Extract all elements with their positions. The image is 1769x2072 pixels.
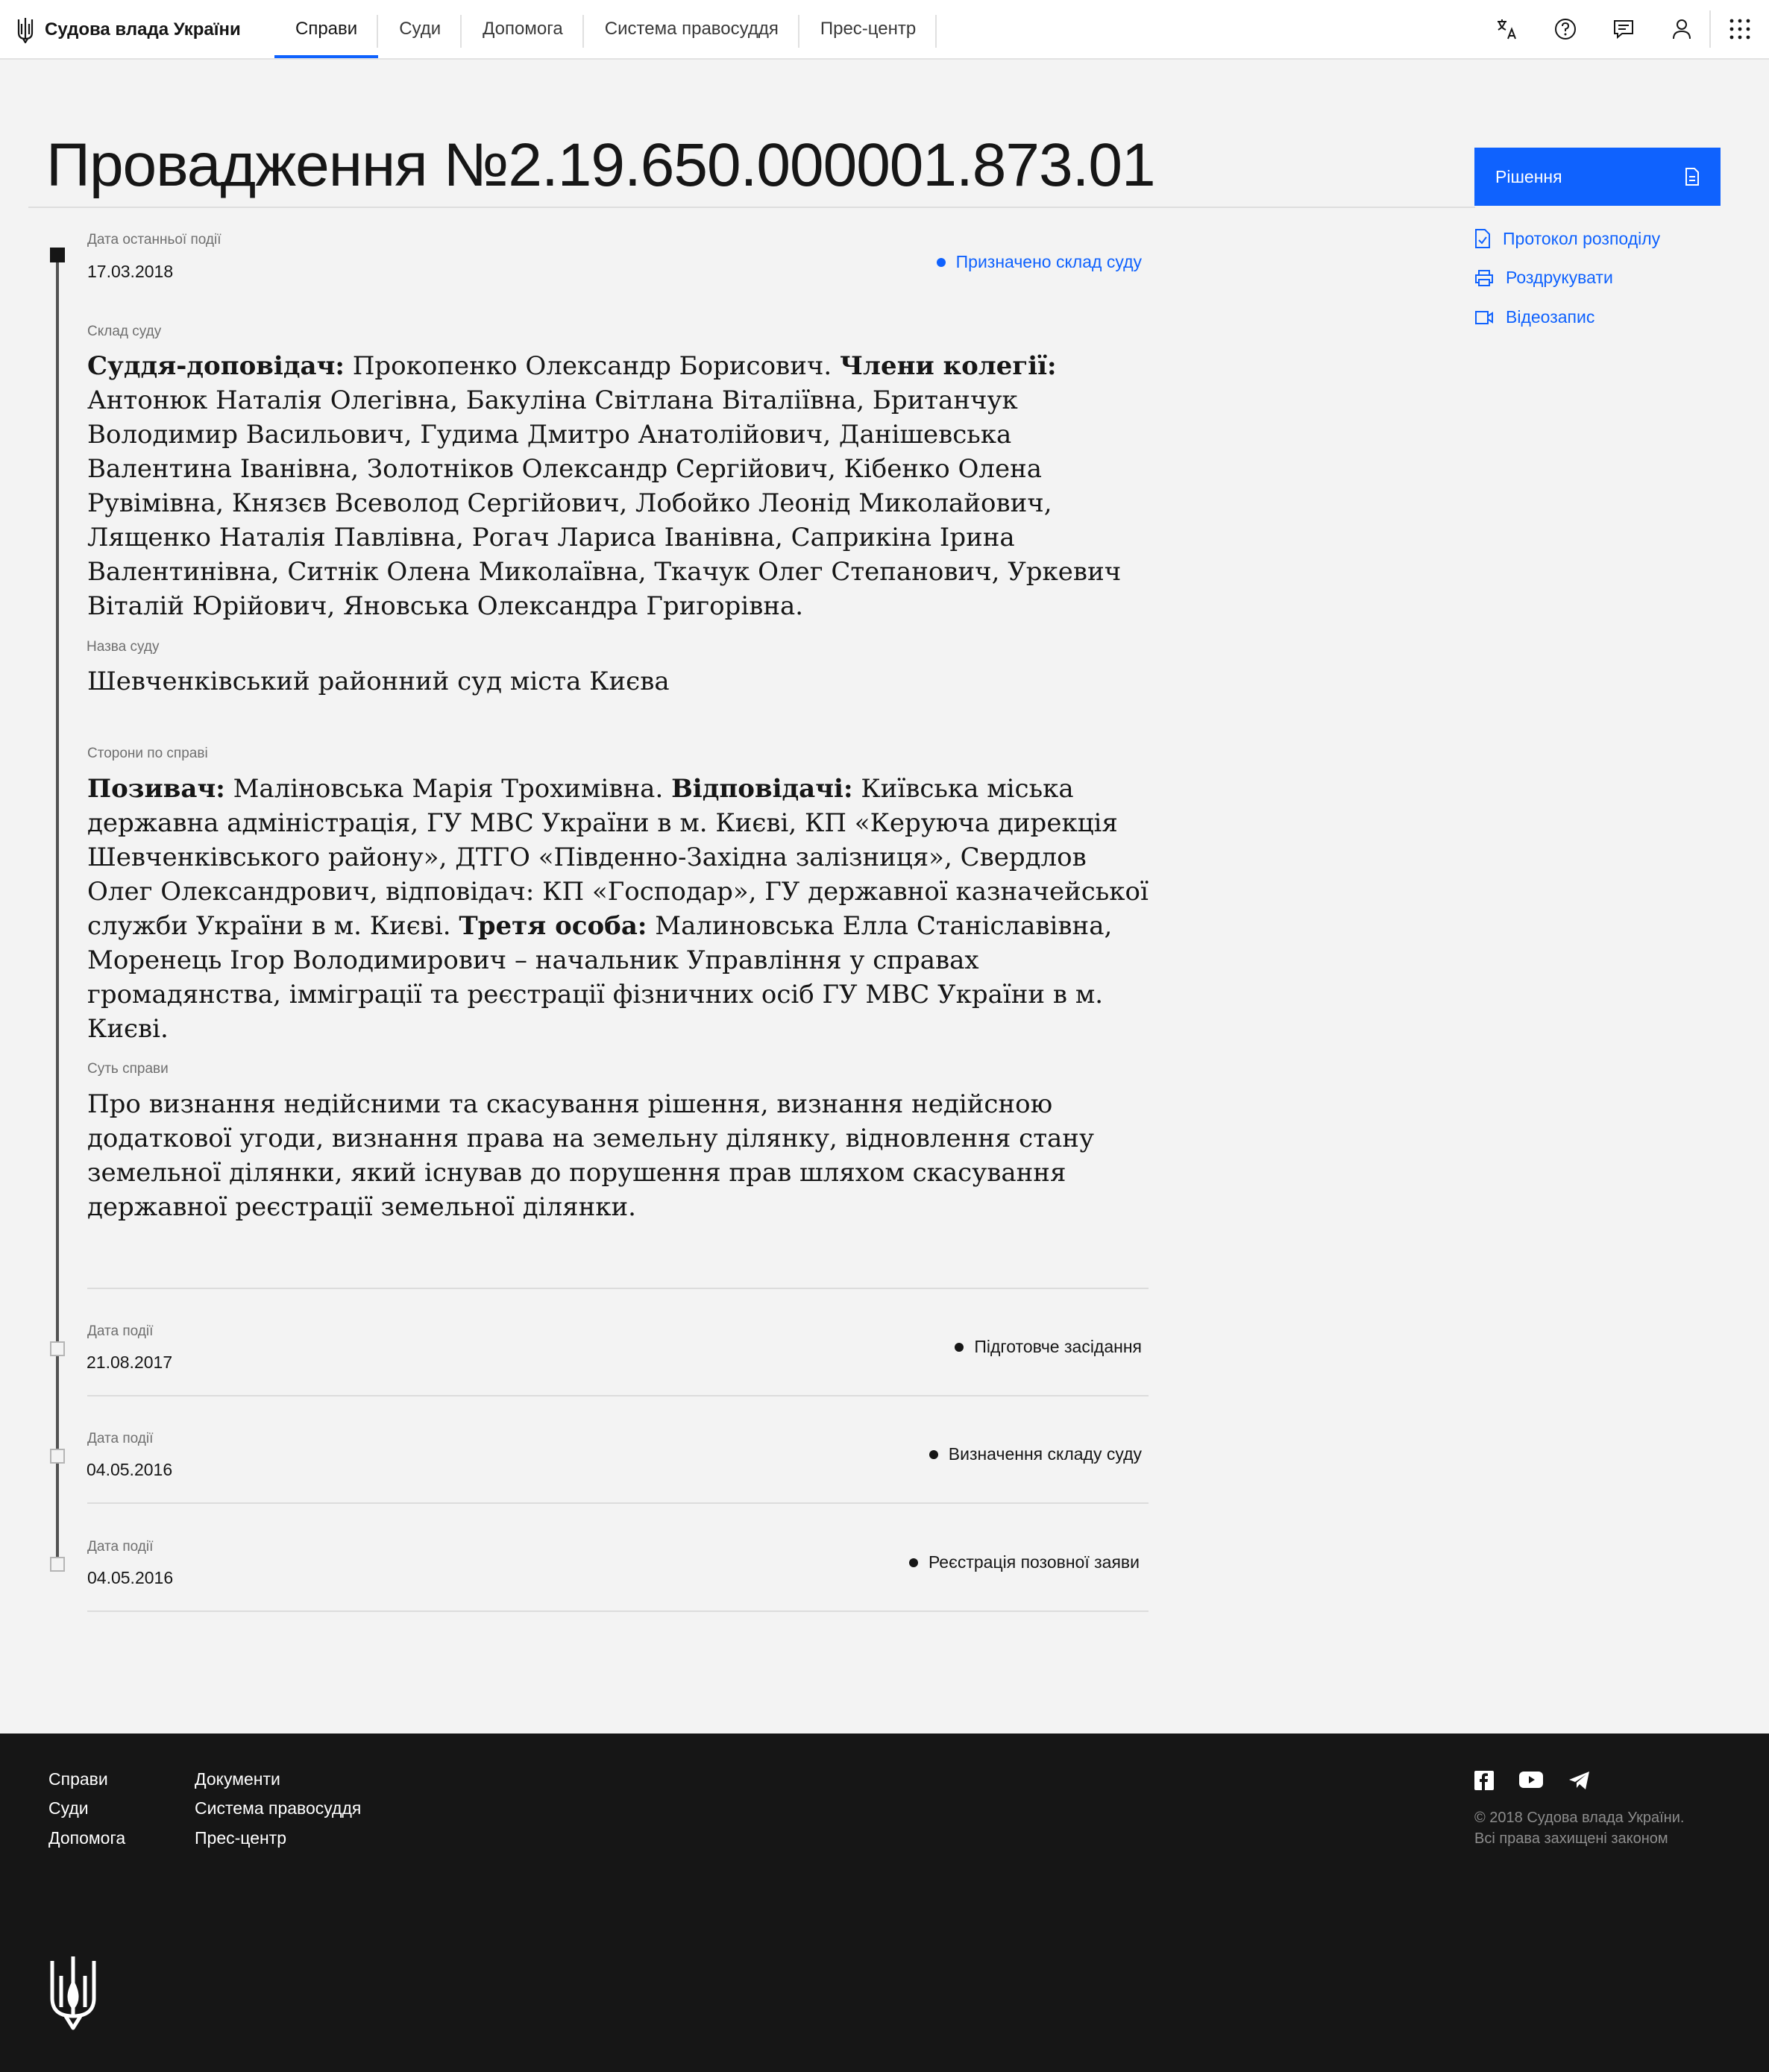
court-name-label: Назва суду (87, 639, 160, 655)
status-dot-icon (955, 1343, 964, 1352)
protocol-link[interactable] (1474, 228, 1660, 249)
members-title: Члени колегії: (839, 351, 1057, 381)
nav-item-press-center[interactable]: Прес-центр (799, 0, 937, 58)
parties-label: Сторони по справі (87, 746, 208, 761)
event-date: 04.05.2016 (87, 1568, 174, 1587)
essence-label: Суть справи (87, 1061, 169, 1077)
chat-icon (1612, 17, 1636, 41)
defendants-names: Київська міська державна адміністрація, ГУ МВС України в м. Києві, КП «Керуюча дирекція Шевченківського району», ДТГО «Південно-Західна залізниця», Свердлов Олег Олександрович, відповідач: КП «Господар», ГУ державної казначейської служби України в м. Києві. (87, 774, 1149, 941)
chat-button[interactable] (1594, 0, 1653, 58)
nav-item-justice-system[interactable]: Система правосуддя (584, 0, 799, 58)
copyright-line-1: © 2018 Судова влада України. (1474, 1810, 1685, 1826)
timeline-node (50, 1449, 65, 1464)
app-switcher-icon (1729, 18, 1751, 40)
decision-button-label: Рішення (1495, 166, 1562, 186)
copyright (1474, 1807, 1684, 1849)
plaintiff-name: Маліновська Марія Трохимівна. (233, 774, 664, 804)
event-date-label: Дата події (87, 1431, 154, 1446)
event-status-label: Визначення складу суду (948, 1444, 1142, 1464)
latest-event-status-label: Призначено склад суду (955, 252, 1142, 271)
latest-event-status[interactable] (937, 252, 1142, 272)
page-title: Провадження №2.19.650.000001.873.01 (46, 130, 1155, 199)
brand[interactable] (16, 15, 241, 45)
judge-name: Прокопенко Олександр Борисович. (352, 351, 832, 381)
nav-item-courts[interactable]: Суди (378, 0, 462, 58)
footer-link-documents[interactable]: Документи (195, 1769, 280, 1789)
status-dot-icon (929, 1450, 938, 1459)
footer-link-courts[interactable]: Суди (48, 1798, 89, 1818)
main-nav (274, 0, 937, 58)
telegram-icon[interactable] (1568, 1771, 1591, 1790)
youtube-icon[interactable] (1519, 1771, 1543, 1789)
printer-icon (1474, 269, 1494, 287)
video-link-label: Відеозапис (1506, 307, 1595, 327)
app-switcher-button[interactable] (1711, 0, 1769, 58)
events-divider (87, 1288, 1149, 1289)
third-party-title: Третя особа: (459, 911, 647, 941)
print-link[interactable] (1474, 268, 1613, 288)
event-status[interactable] (929, 1444, 1142, 1464)
document-icon (1685, 167, 1700, 186)
video-link[interactable] (1474, 307, 1594, 327)
footer-link-press-center[interactable]: Прес-центр (195, 1828, 287, 1848)
title-divider (28, 207, 1475, 208)
user-button[interactable] (1653, 0, 1711, 58)
translate-icon (1495, 17, 1519, 41)
event-divider (87, 1610, 1149, 1612)
nav-item-cases[interactable]: Справи (274, 0, 378, 58)
event-status[interactable] (909, 1552, 1140, 1572)
plaintiff-title: Позивач: (87, 774, 225, 804)
header-tools (1478, 0, 1769, 58)
print-link-label: Роздрукувати (1506, 268, 1613, 287)
parties-text (87, 772, 1154, 1046)
decision-button[interactable] (1474, 148, 1721, 206)
court-panel-text (87, 349, 1154, 623)
facebook-icon[interactable] (1474, 1771, 1494, 1790)
third-party-names: Малиновська Елла Станіславівна, Моренець Ігор Володимирович – начальник Управління у справах громадянства, імміграції та реєстрації фізничних осіб ГУ МВС України в м. Києві. (87, 911, 1113, 1044)
footer-link-justice-system[interactable]: Система правосуддя (195, 1798, 362, 1818)
essence-text: Про визнання недійсними та скасування рішення, визнання недійсною додаткової угоди, визнання права на земельну ділянку, відновлення стану земельної ділянки, який існував до порушення прав шляхом скасування державної реєстрації земельної ділянки. (87, 1089, 1094, 1222)
timeline-node (50, 1341, 65, 1356)
copyright-line-2: Всі права захищені законом (1474, 1830, 1668, 1847)
event-divider (87, 1395, 1149, 1396)
status-dot-icon (937, 258, 946, 267)
court-name: Шевченківський районний суд міста Києва (87, 667, 670, 696)
latest-event-date-label: Дата останньої події (87, 232, 221, 248)
nav-item-help[interactable]: Допомога (462, 0, 584, 58)
protocol-link-label: Протокол розподілу (1503, 228, 1661, 248)
members-names: Антонюк Наталія Олегівна, Бакуліна Світлана Віталіївна, Британчук Володимир Васильович, Гудима Дмитро Анатолійович, Данішевська Валентина Іванівна, Золотніков Олександр Сергійович, Кібенко Олена Рувімівна, Князєв Всеволод Сергійович, Лобойко Леонід Миколайович, Лященко Наталія Павлівна, Рогач Лариса Іванівна, Саприкіна Ірина Валентинівна, Ситнік Олена Миколаївна, Ткачук Олег Степанович, Уркевич Віталій Юрійович, Яновська Олександра Григорівна. (87, 385, 1122, 621)
brand-name: Судова влада України (45, 19, 241, 40)
latest-event-date: 17.03.2018 (87, 262, 174, 281)
timeline-node (50, 1557, 65, 1572)
event-status[interactable] (955, 1337, 1142, 1357)
help-button[interactable] (1536, 0, 1594, 58)
event-date-label: Дата події (87, 1539, 154, 1555)
trident-emblem-icon (48, 1953, 98, 2032)
trident-logo-icon (16, 16, 34, 43)
help-icon (1553, 17, 1577, 41)
social-links (1474, 1771, 1591, 1790)
court-panel-label: Склад суду (87, 324, 162, 339)
user-icon (1670, 17, 1694, 41)
document-check-icon (1474, 228, 1491, 249)
status-dot-icon (909, 1558, 918, 1567)
translate-button[interactable] (1478, 0, 1536, 58)
event-divider (87, 1502, 1149, 1504)
event-date: 21.08.2017 (87, 1353, 173, 1372)
timeline-node-current (50, 248, 65, 262)
event-date: 04.05.2016 (87, 1460, 173, 1479)
judge-title: Суддя-доповідач: (87, 351, 345, 381)
footer-link-cases[interactable]: Справи (48, 1769, 108, 1789)
footer-link-help[interactable]: Допомога (48, 1828, 126, 1848)
video-icon (1474, 309, 1494, 326)
event-status-label: Реєстрація позовної заяви (928, 1552, 1140, 1572)
event-status-label: Підготовче засідання (974, 1337, 1142, 1356)
defendants-title: Відповідачі: (671, 774, 853, 804)
timeline-line (56, 254, 59, 1569)
event-date-label: Дата події (87, 1323, 154, 1339)
top-bar (0, 0, 1769, 60)
